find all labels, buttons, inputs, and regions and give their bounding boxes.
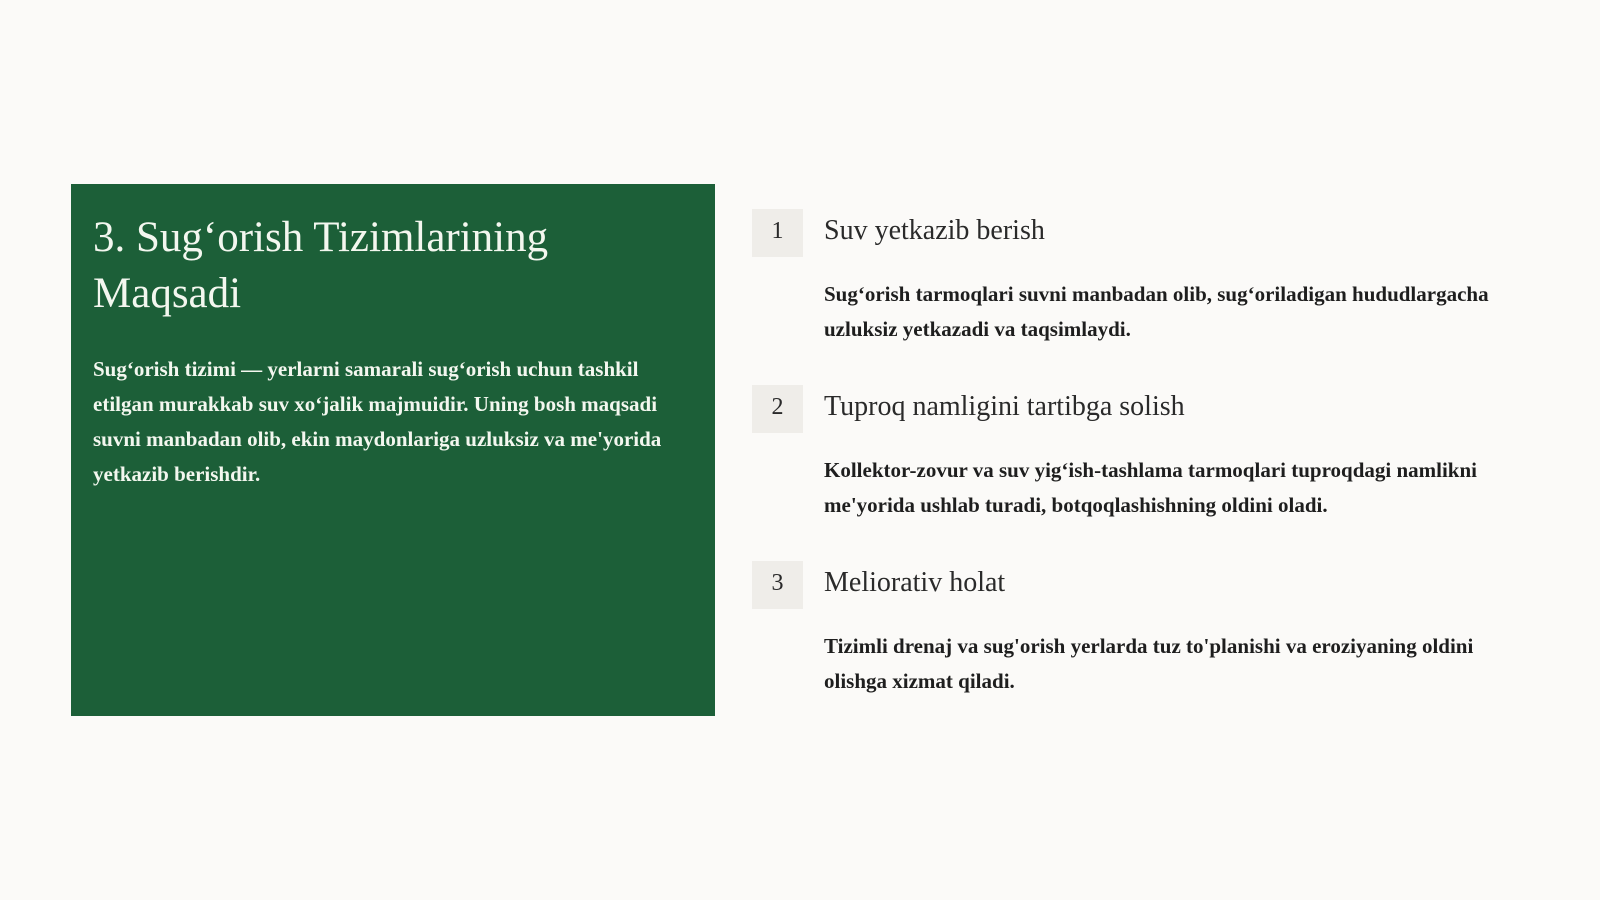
item-number-badge: 1: [752, 209, 803, 257]
intro-text: Sug‘orish tizimi — yerlarni samarali sug‘orish uchun tashkil etilgan murakkab suv xo‘jalik majmuidir. Uning bosh maqsadi suvni manbadan olib, ekin maydonlariga uzluksiz va me'yorida yetkazib berishdir.: [93, 357, 662, 486]
item-text: Tizimli drenaj va sug'orish yerlarda tuz to'planishi va eroziyaning oldini olishga xizmat qiladi.: [824, 634, 1474, 693]
item-text: Sug‘orish tarmoqlari suvni manbadan olib, sug‘oriladigan hududlargacha uzluksiz yetkazadi va taqsimlaydi.: [824, 282, 1489, 341]
slide-title: 3. Sug‘orish Tizimlarining Maqsadi: [93, 214, 549, 317]
item-title: Meliorativ holat: [824, 567, 1006, 598]
item-title: Suv yetkazib berish: [824, 215, 1045, 246]
item-title: Tuproq namligini tartibga solish: [824, 391, 1185, 422]
item-number-badge: 3: [752, 561, 803, 609]
item-number-badge: 2: [752, 385, 803, 433]
item-text: Kollektor-zovur va suv yig‘ish-tashlama tarmoqlari tuproqdagi namlikni me'yorida ushlab turadi, botqoqlashishning oldini oladi.: [824, 458, 1477, 517]
intro-panel: [71, 184, 715, 716]
